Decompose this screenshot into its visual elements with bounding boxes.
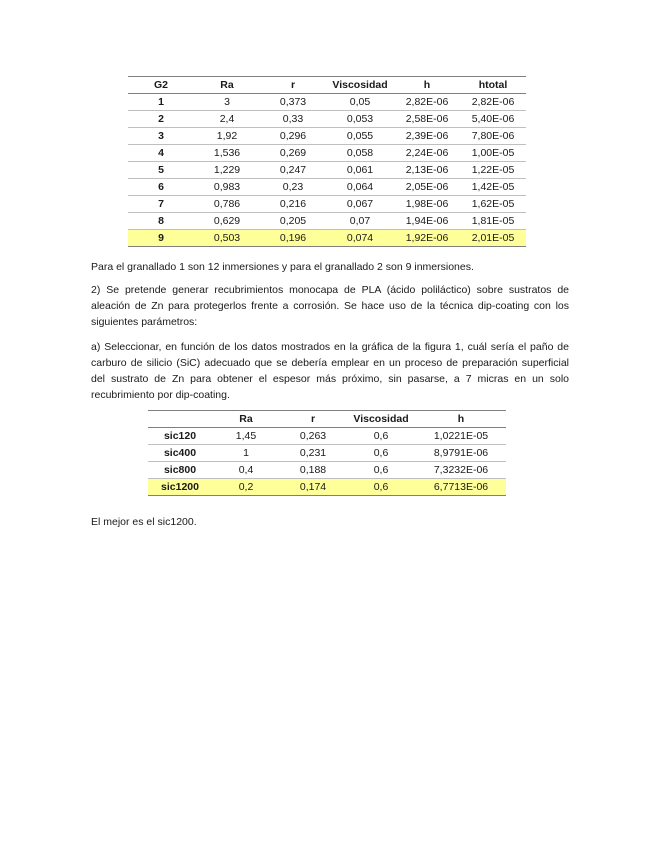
table-cell: 5: [128, 162, 194, 179]
table-cell: 0,07: [326, 213, 394, 230]
table-cell: 1,45: [212, 428, 280, 445]
table-cell: 1,62E-05: [460, 196, 526, 213]
table-cell: 2,39E-06: [394, 128, 460, 145]
table-cell: sic1200: [148, 479, 212, 496]
table-cell: 1,98E-06: [394, 196, 460, 213]
table-header-row: [148, 411, 506, 428]
table-cell: 6: [128, 179, 194, 196]
table-row: [128, 179, 526, 196]
table-cell: sic400: [148, 445, 212, 462]
table-cell: 2,13E-06: [394, 162, 460, 179]
table-row-highlighted: [128, 230, 526, 247]
table-cell: 1,81E-05: [460, 213, 526, 230]
table-cell: 1: [128, 94, 194, 111]
table-cell: 0,247: [260, 162, 326, 179]
table-row: [128, 213, 526, 230]
table-cell: 8: [128, 213, 194, 230]
table-cell: 0,2: [212, 479, 280, 496]
table-cell: 7: [128, 196, 194, 213]
table-cell: 1,42E-05: [460, 179, 526, 196]
table-cell: 6,7713E-06: [416, 479, 506, 496]
table-cell: 0,33: [260, 111, 326, 128]
table-cell: 0,205: [260, 213, 326, 230]
paragraph-question-2: 2) Se pretende generar recubrimientos monocapa de PLA (ácido poliláctico) sobre sustratos de aleación de Zn para protegerlos frente a corrosión. Se hace uso de la técnica dip-coating con los siguientes parámetros:: [91, 284, 569, 328]
paragraph-granallado: Para el granallado 1 son 12 inmersiones y para el granallado 2 son 9 inmersiones.: [91, 261, 474, 273]
header-r: r: [260, 77, 326, 94]
table-cell: 0,061: [326, 162, 394, 179]
table-cell: 0,23: [260, 179, 326, 196]
table-row: [128, 128, 526, 145]
table-cell: 1,92: [194, 128, 260, 145]
header-h: h: [394, 77, 460, 94]
table-cell: 3: [128, 128, 194, 145]
table-cell: 0,6: [346, 445, 416, 462]
header-htotal: htotal: [460, 77, 526, 94]
table-cell: 0,196: [260, 230, 326, 247]
table-cell: 0,055: [326, 128, 394, 145]
table-cell: 2,58E-06: [394, 111, 460, 128]
table-cell: 4: [128, 145, 194, 162]
table-sic-papers: [148, 410, 506, 496]
paragraph-answer: El mejor es el sic1200.: [91, 516, 197, 528]
table-cell: 1,00E-05: [460, 145, 526, 162]
table-cell: 7,80E-06: [460, 128, 526, 145]
table-row: [128, 145, 526, 162]
table-cell: 2: [128, 111, 194, 128]
table-cell: 0,174: [280, 479, 346, 496]
table-row-highlighted: [148, 479, 506, 496]
table-cell: 0,263: [280, 428, 346, 445]
header-empty: [148, 411, 212, 428]
table-row: [128, 196, 526, 213]
table-cell: 0,074: [326, 230, 394, 247]
header-r: r: [280, 411, 346, 428]
header-h: h: [416, 411, 506, 428]
table-row: [128, 94, 526, 111]
table-cell: sic800: [148, 462, 212, 479]
table-cell: 0,629: [194, 213, 260, 230]
paragraph-question-2a: a) Seleccionar, en función de los datos mostrados en la gráfica de la figura 1, cuál sería el paño de carburo de silicio (SiC) adecuado que se debería emplear en un proceso de preparación superficial del sustrato de Zn para obtener el espesor más próximo, sin pasarse, a 7 micras en un solo recubrimiento por dip-coating.: [91, 341, 569, 401]
table-cell: 0,6: [346, 479, 416, 496]
header-ra: Ra: [194, 77, 260, 94]
table-cell: 2,05E-06: [394, 179, 460, 196]
table-cell: 2,82E-06: [394, 94, 460, 111]
table-cell: 0,269: [260, 145, 326, 162]
table-cell: 1,92E-06: [394, 230, 460, 247]
table-cell: 3: [194, 94, 260, 111]
table-cell: 0,373: [260, 94, 326, 111]
table-cell: 1,0221E-05: [416, 428, 506, 445]
table-cell: 0,983: [194, 179, 260, 196]
table-cell: 0,188: [280, 462, 346, 479]
table-cell: 0,067: [326, 196, 394, 213]
table-cell: 0,6: [346, 428, 416, 445]
table-cell: 2,82E-06: [460, 94, 526, 111]
table-row: [148, 462, 506, 479]
table-cell: 5,40E-06: [460, 111, 526, 128]
table-cell: 7,3232E-06: [416, 462, 506, 479]
table-cell: 0,4: [212, 462, 280, 479]
header-ra: Ra: [212, 411, 280, 428]
table-cell: 1: [212, 445, 280, 462]
table-row: [148, 428, 506, 445]
table-cell: 0,064: [326, 179, 394, 196]
table-cell: 9: [128, 230, 194, 247]
table-cell: 0,053: [326, 111, 394, 128]
table-cell: 0,6: [346, 462, 416, 479]
table-cell: 2,24E-06: [394, 145, 460, 162]
table-cell: 0,296: [260, 128, 326, 145]
table-granallado-g2: [128, 76, 526, 247]
table-cell: 0,503: [194, 230, 260, 247]
table-row: [128, 162, 526, 179]
table-cell: 8,9791E-06: [416, 445, 506, 462]
header-g2: G2: [128, 77, 194, 94]
table-row: [148, 445, 506, 462]
table-header-row: [128, 77, 526, 94]
header-viscosidad: Viscosidad: [346, 411, 416, 428]
table-cell: 0,216: [260, 196, 326, 213]
table-cell: 0,231: [280, 445, 346, 462]
table-row: [128, 111, 526, 128]
table-cell: 2,4: [194, 111, 260, 128]
table-cell: 0,058: [326, 145, 394, 162]
table-cell: 0,786: [194, 196, 260, 213]
table-cell: 1,536: [194, 145, 260, 162]
table-cell: 0,05: [326, 94, 394, 111]
table-cell: 1,22E-05: [460, 162, 526, 179]
table-cell: 1,229: [194, 162, 260, 179]
header-viscosidad: Viscosidad: [326, 77, 394, 94]
table-cell: 1,94E-06: [394, 213, 460, 230]
table-cell: 2,01E-05: [460, 230, 526, 247]
table-cell: sic120: [148, 428, 212, 445]
